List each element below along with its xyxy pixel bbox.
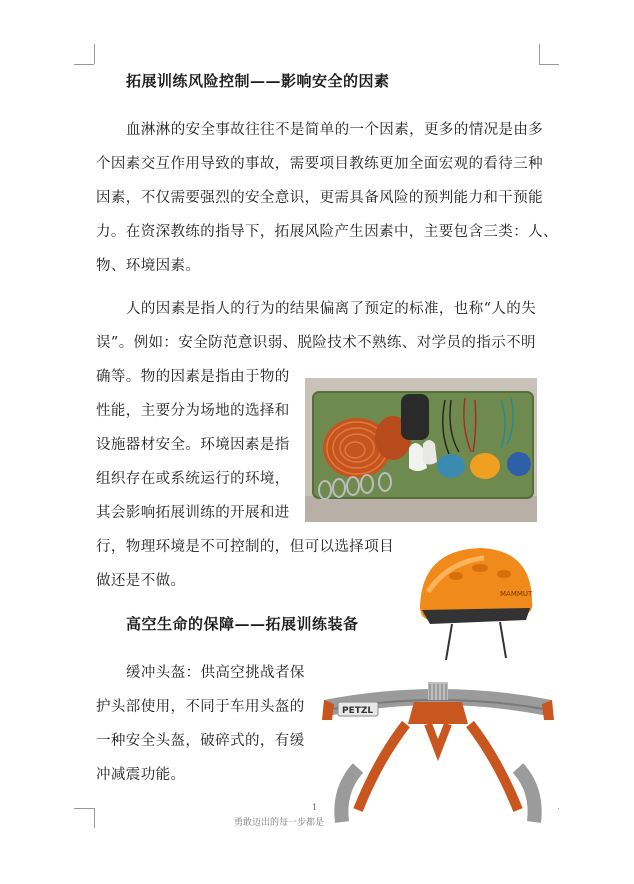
paragraph-line: 力。在资深教练的指导下，拓展风险产生因素中，主要包含三类：人、 <box>96 224 558 240</box>
paragraph-line: 做还是不做。 <box>96 573 186 589</box>
crop-mark-top-left <box>94 44 95 64</box>
paragraph-line: 护头部使用，不同于车用头盔的 <box>96 699 305 715</box>
harness-brand-text: PETZL <box>342 706 374 716</box>
paragraph-line: 其会影响拓展训练的开展和进 <box>96 505 290 521</box>
crop-mark-bottom-left <box>94 808 95 828</box>
paragraph-line: 物、环境因素。 <box>96 258 201 274</box>
climbing-harness-photo <box>318 680 558 830</box>
paragraph-line: 一种安全头盔，破碎式的，有缓 <box>96 733 305 749</box>
paragraph-line: 人的因素是指人的行为的结果偏离了预定的标准，也称“人的失 <box>126 301 537 317</box>
page-number: 1 <box>312 803 318 812</box>
paragraph-line: 设施器材安全。环境因素是指 <box>96 437 290 453</box>
paragraph-line: 血淋淋的安全事故往往不是简单的一个因素，更多的情况是由多 <box>126 122 544 138</box>
section-title-gear: 高空生命的保障——拓展训练装备 <box>126 615 359 633</box>
paragraph-line: 性能，主要分为场地的选择和 <box>96 403 290 419</box>
paragraph-line: 个因素交互作用导致的事故，需要项目教练更加全面宏观的看待三种 <box>96 156 543 172</box>
paragraph-line: 组织存在或系统运行的环境， <box>96 471 290 487</box>
climbing-gear-photo <box>305 378 537 522</box>
section-title-risk: 拓展训练风险控制——影响安全的因素 <box>126 72 390 90</box>
paragraph-line: 因素，不仅需要强烈的安全意识，更需具备风险的预判能力和干预能 <box>96 190 543 206</box>
safety-helmet-photo <box>408 536 538 666</box>
paragraph-line: 冲减震功能。 <box>96 767 186 783</box>
paragraph-line: 确等。物的因素是指由于物的 <box>96 369 290 385</box>
paragraph-line: 误”。例如：安全防范意识弱、脱险技术不熟练、对学员的指示不明 <box>96 335 536 351</box>
crop-mark-top-right <box>539 44 540 64</box>
crop-mark-top-right-h <box>539 64 559 65</box>
crop-mark-top-left-h <box>74 64 94 65</box>
helmet-brand-text: MAMMUT <box>500 590 533 598</box>
paragraph-line: 缓冲头盔：供高空挑战者保 <box>126 665 305 681</box>
crop-mark-bottom-left-h <box>74 808 94 809</box>
footer-text: 勇敢迈出的每一步都是 <box>234 818 325 828</box>
paragraph-line: 行，物理环境是不可控制的，但可以选择项目 <box>96 539 394 555</box>
